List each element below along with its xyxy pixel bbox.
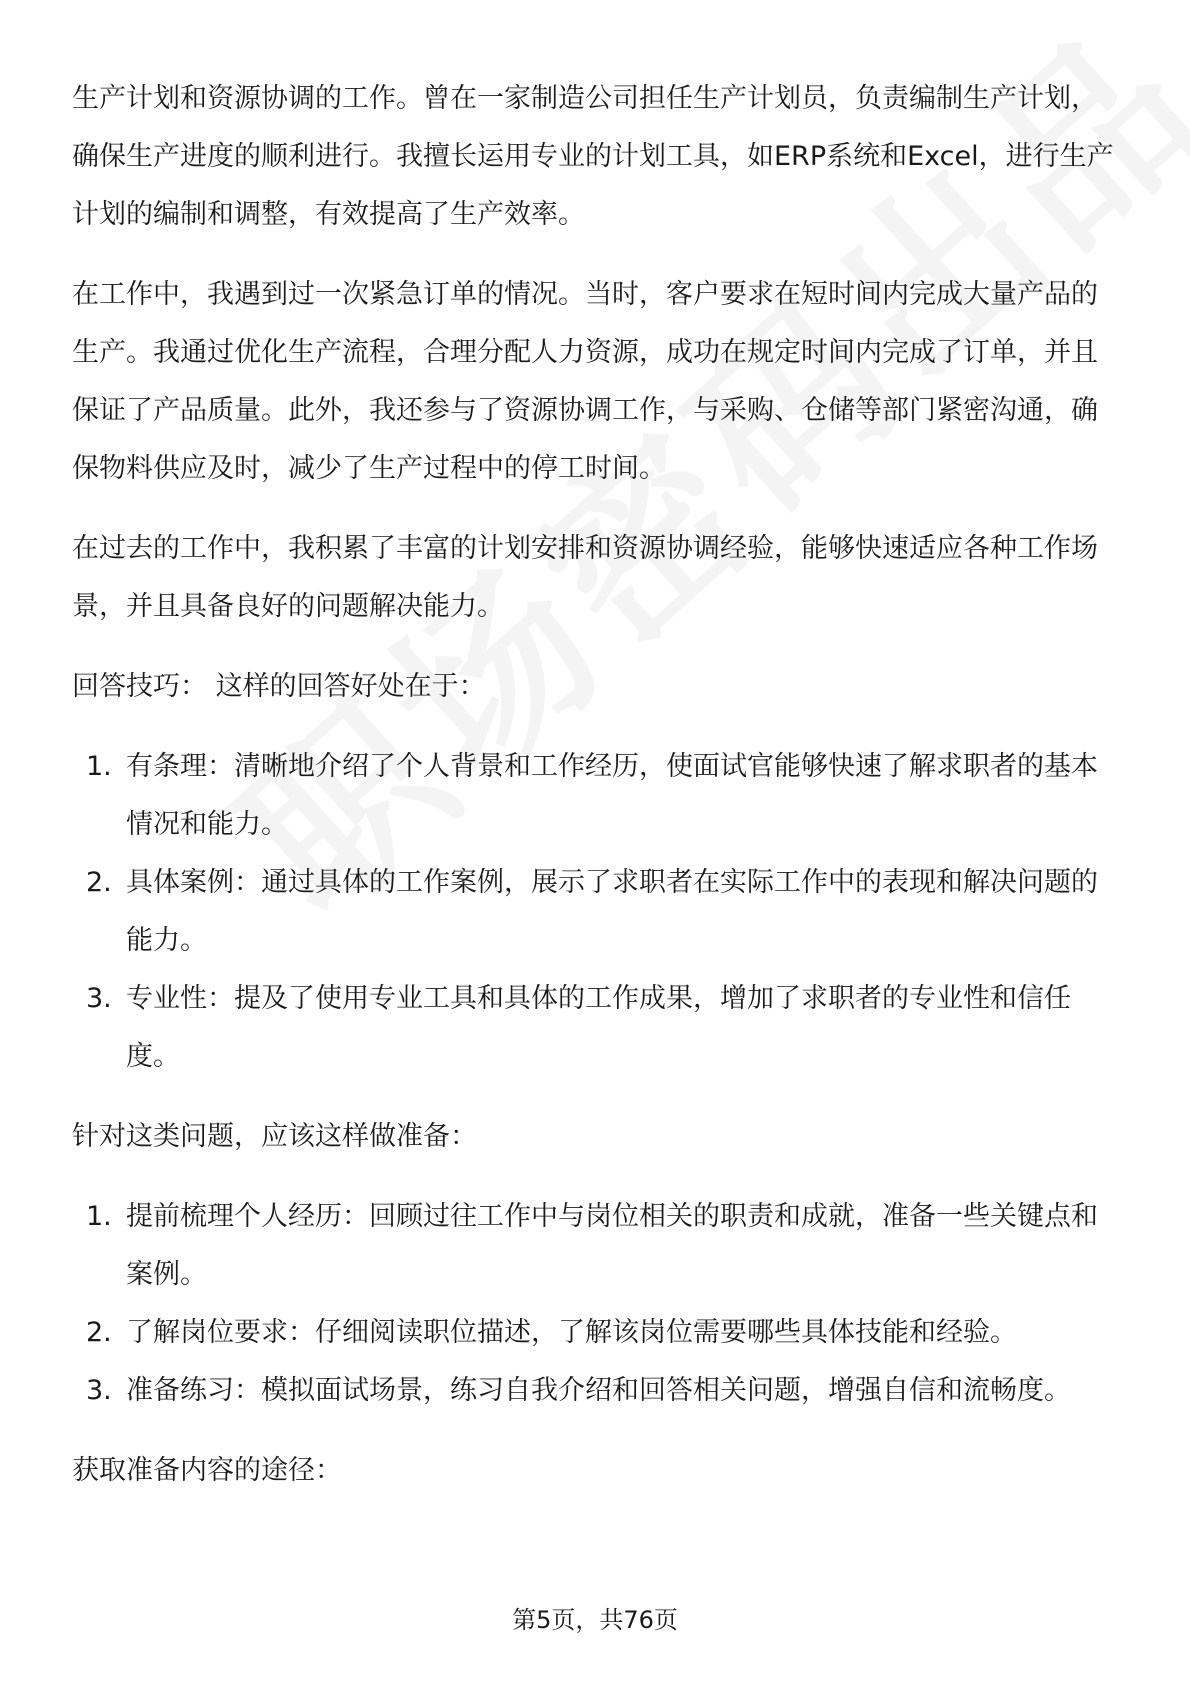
- list-number: 1.: [86, 1201, 112, 1232]
- list-number: 2.: [86, 1317, 112, 1348]
- paragraph-summary: 在过去的工作中，我积累了丰富的计划安排和资源协调经验，能够快速适应各种工作场景，并且具备良好的问题解决能力。: [72, 533, 1098, 622]
- prep-heading: 针对这类问题，应该这样做准备：: [72, 1121, 477, 1152]
- tips-heading: 回答技巧： 这样的回答好处在于：: [72, 671, 486, 702]
- list-item: [72, 854, 1122, 970]
- list-number: 1.: [86, 751, 112, 782]
- sources-heading: 获取准备内容的途径：: [72, 1455, 342, 1486]
- prep-list: [72, 1188, 1122, 1420]
- list-text: 具体案例：通过具体的工作案例，展示了求职者在实际工作中的表现和解决问题的能力。: [126, 867, 1098, 956]
- paragraph-background: 生产计划和资源协调的工作。曾在一家制造公司担任生产计划员，负责编制生产计划，确保生产进度的顺利进行。我擅长运用专业的计划工具，如ERP系统和Excel，进行生产计划的编制和调整，有效提高了生产效率。: [72, 83, 1114, 230]
- paragraph-case: 在工作中，我遇到过一次紧急订单的情况。当时，客户要求在短时间内完成大量产品的生产。我通过优化生产流程，合理分配人力资源，成功在规定时间内完成了订单，并且保证了产品质量。此外，我还参与了资源协调工作，与采购、仓储等部门紧密沟通，确保物料供应及时，减少了生产过程中的停工时间。: [72, 279, 1098, 484]
- list-text: 了解岗位要求：仔细阅读职位描述，了解该岗位需要哪些具体技能和经验。: [126, 1317, 1017, 1348]
- list-text: 有条理：清晰地介绍了个人背景和工作经历，使面试官能够快速了解求职者的基本情况和能力。: [126, 751, 1098, 840]
- list-item: [72, 1188, 1122, 1304]
- list-item: [72, 1304, 1122, 1362]
- tips-list: [72, 738, 1122, 1086]
- list-text: 专业性：提及了使用专业工具和具体的工作成果，增加了求职者的专业性和信任度。: [126, 983, 1071, 1072]
- list-text: 提前梳理个人经历：回顾过往工作中与岗位相关的职责和成就，准备一些关键点和案例。: [126, 1201, 1098, 1290]
- document-body: [72, 70, 1122, 1522]
- list-item: [72, 970, 1122, 1086]
- list-number: 2.: [86, 867, 112, 898]
- list-number: 3.: [86, 1375, 112, 1406]
- list-item: [72, 1362, 1122, 1420]
- page-number-footer: 第5页，共76页: [512, 1606, 678, 1634]
- list-text: 准备练习：模拟面试场景，练习自我介绍和回答相关问题，增强自信和流畅度。: [126, 1375, 1071, 1406]
- list-number: 3.: [86, 983, 112, 1014]
- list-item: [72, 738, 1122, 854]
